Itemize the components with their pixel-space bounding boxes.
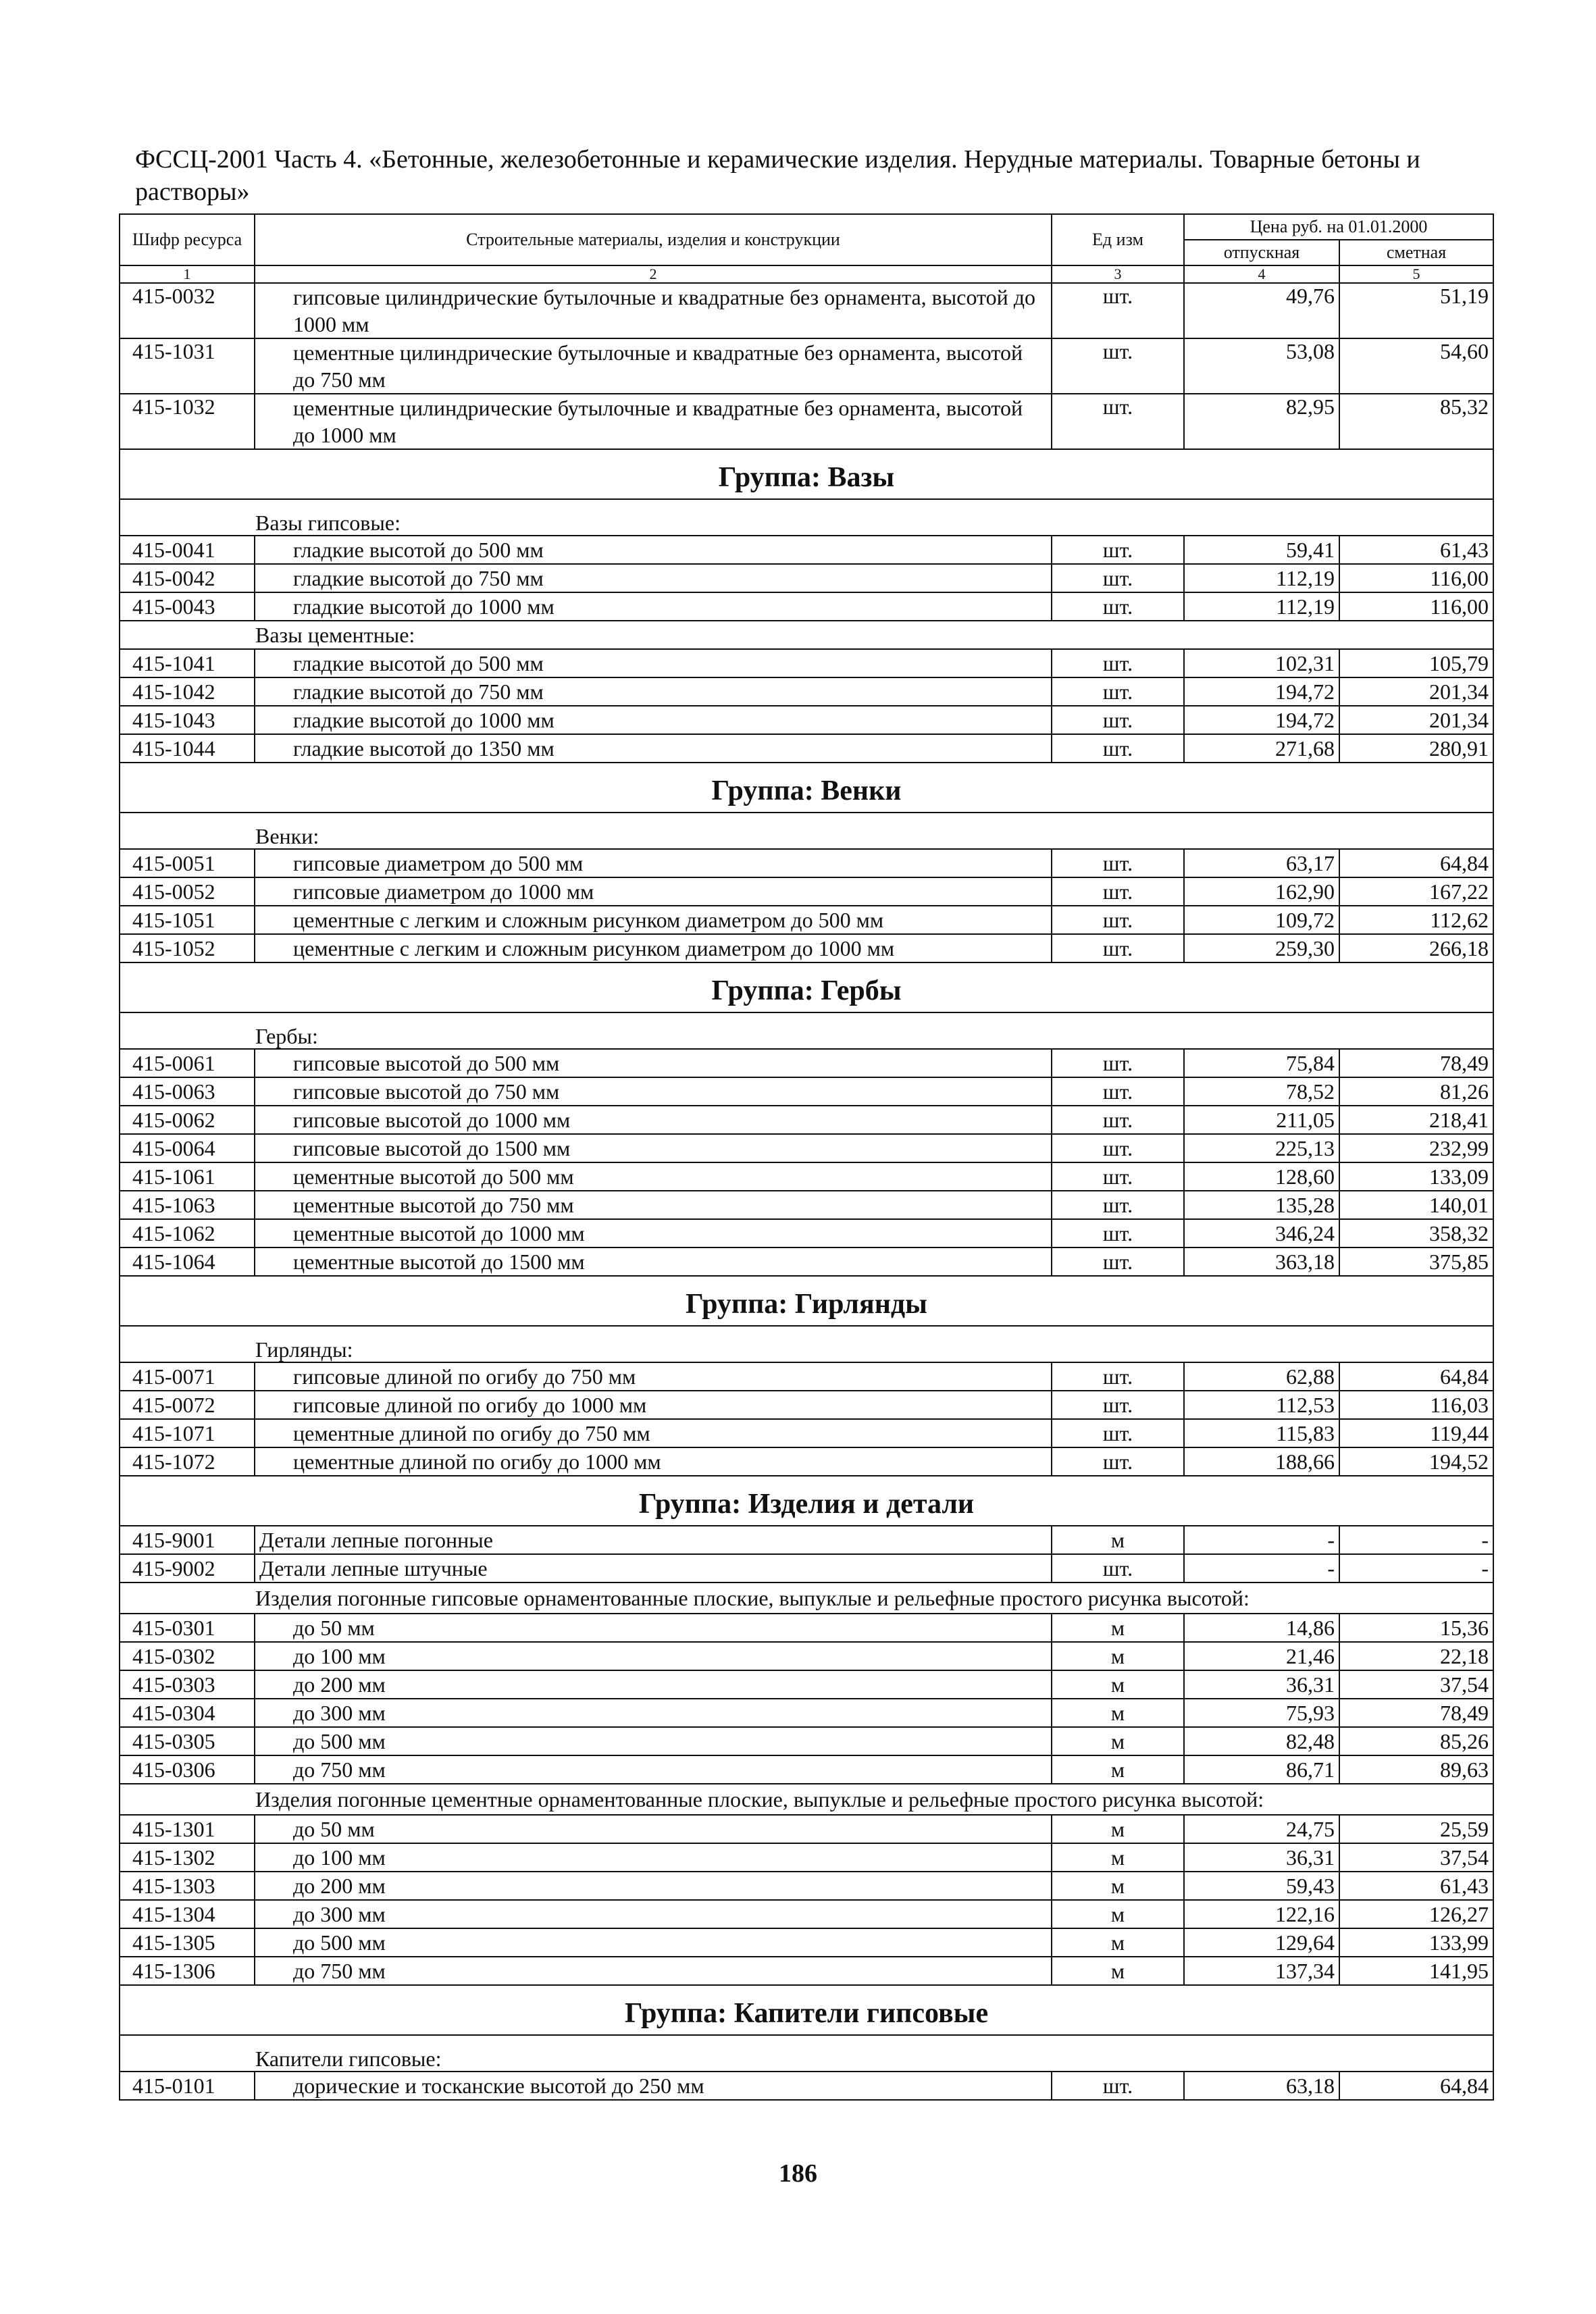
release-price: 78,52	[1184, 1077, 1339, 1106]
estimate-price: 51,19	[1339, 283, 1493, 338]
material-name: гипсовые высотой до 750 мм	[255, 1077, 1052, 1106]
subgroup-label: Вазы цементные:	[120, 621, 1493, 649]
subgroup-label: Изделия погонные гипсовые орнаментованные плоские, выпуклые и рельефные простого рисунка высотой:	[120, 1583, 1493, 1614]
table-row	[120, 649, 1493, 677]
unit-of-measure: шт.	[1052, 934, 1184, 962]
estimate-price: 105,79	[1339, 649, 1493, 677]
table-row	[120, 734, 1493, 763]
table-row	[120, 536, 1493, 564]
resource-code: 415-1064	[120, 1248, 255, 1276]
table-row	[120, 1670, 1493, 1699]
unit-of-measure: шт.	[1052, 536, 1184, 564]
unit-of-measure: шт.	[1052, 2072, 1184, 2100]
subgroup-row	[120, 1012, 1493, 1049]
table-row	[120, 338, 1493, 394]
price-table-wrapper	[119, 213, 1493, 2101]
table-row	[120, 706, 1493, 734]
table-row	[120, 1900, 1493, 1928]
material-name: цементные цилиндрические бутылочные и квадратные без орнамента, высотой до 1000 мм	[255, 394, 1052, 449]
resource-code: 415-0061	[120, 1049, 255, 1077]
release-price: 62,88	[1184, 1362, 1339, 1391]
group-heading-row	[120, 1985, 1493, 2035]
column-header-release-price: отпускная	[1184, 240, 1339, 265]
release-price: 122,16	[1184, 1900, 1339, 1928]
subgroup-row	[120, 621, 1493, 649]
unit-of-measure: м	[1052, 1699, 1184, 1727]
resource-code: 415-1071	[120, 1419, 255, 1447]
resource-code: 415-1301	[120, 1815, 255, 1843]
estimate-price: 280,91	[1339, 734, 1493, 763]
resource-code: 415-1303	[120, 1872, 255, 1900]
release-price: 82,48	[1184, 1727, 1339, 1755]
estimate-price: 116,00	[1339, 592, 1493, 621]
subgroup-label: Гирлянды:	[120, 1326, 1493, 1362]
unit-of-measure: м	[1052, 1614, 1184, 1642]
material-name: цементные высотой до 1500 мм	[255, 1248, 1052, 1276]
table-row	[120, 1642, 1493, 1670]
release-price: 112,19	[1184, 564, 1339, 592]
table-row	[120, 1526, 1493, 1554]
page-number: 186	[779, 2159, 817, 2188]
group-heading: Группа: Капители гипсовые	[120, 1985, 1493, 2035]
subgroup-label: Капители гипсовые:	[120, 2035, 1493, 2072]
table-row	[120, 1755, 1493, 1784]
resource-code: 415-9001	[120, 1526, 255, 1554]
table-row	[120, 1957, 1493, 1985]
material-name: цементные длиной по огибу до 750 мм	[255, 1419, 1052, 1447]
material-name: гипсовые длиной по огибу до 1000 мм	[255, 1391, 1052, 1419]
resource-code: 415-1032	[120, 394, 255, 449]
table-row	[120, 1049, 1493, 1077]
subgroup-label: Вазы гипсовые:	[120, 499, 1493, 536]
estimate-price: 78,49	[1339, 1049, 1493, 1077]
resource-code: 415-1043	[120, 706, 255, 734]
subgroup-row	[120, 1583, 1493, 1614]
release-price: 59,43	[1184, 1872, 1339, 1900]
release-price: 363,18	[1184, 1248, 1339, 1276]
page-header: ФССЦ-2001 Часть 4. «Бетонные, железобетонные и керамические изделия. Нерудные материалы. Товарные бетоны и растворы»	[135, 145, 1420, 206]
unit-of-measure: шт.	[1052, 1191, 1184, 1219]
resource-code: 415-0306	[120, 1755, 255, 1784]
table-row	[120, 1843, 1493, 1872]
material-name: цементные высотой до 1000 мм	[255, 1219, 1052, 1248]
release-price: 82,95	[1184, 394, 1339, 449]
unit-of-measure: шт.	[1052, 1391, 1184, 1419]
estimate-price: 78,49	[1339, 1699, 1493, 1727]
material-name: до 750 мм	[255, 1957, 1052, 1985]
release-price: 63,17	[1184, 849, 1339, 877]
resource-code: 415-0052	[120, 877, 255, 906]
release-price: 109,72	[1184, 906, 1339, 934]
group-heading-row	[120, 449, 1493, 499]
estimate-price: -	[1339, 1526, 1493, 1554]
estimate-price: 218,41	[1339, 1106, 1493, 1134]
material-name: гипсовые диаметром до 1000 мм	[255, 877, 1052, 906]
release-price: 102,31	[1184, 649, 1339, 677]
release-price: 129,64	[1184, 1928, 1339, 1957]
unit-of-measure: шт.	[1052, 1077, 1184, 1106]
unit-of-measure: шт.	[1052, 1248, 1184, 1276]
unit-of-measure: шт.	[1052, 734, 1184, 763]
release-price: 259,30	[1184, 934, 1339, 962]
material-name: цементные цилиндрические бутылочные и квадратные без орнамента, высотой до 750 мм	[255, 338, 1052, 394]
resource-code: 415-0062	[120, 1106, 255, 1134]
material-name: цементные длиной по огибу до 1000 мм	[255, 1447, 1052, 1476]
release-price: 112,19	[1184, 592, 1339, 621]
estimate-price: 201,34	[1339, 677, 1493, 706]
resource-code: 415-0043	[120, 592, 255, 621]
estimate-price: 64,84	[1339, 1362, 1493, 1391]
unit-of-measure: м	[1052, 1642, 1184, 1670]
table-row	[120, 1872, 1493, 1900]
material-name: до 50 мм	[255, 1815, 1052, 1843]
group-heading: Группа: Изделия и детали	[120, 1476, 1493, 1526]
estimate-price: 116,03	[1339, 1391, 1493, 1419]
resource-code: 415-0101	[120, 2072, 255, 2100]
estimate-price: 141,95	[1339, 1957, 1493, 1985]
column-header-estimate-price: сметная	[1339, 240, 1493, 265]
material-name: до 200 мм	[255, 1670, 1052, 1699]
release-price: 59,41	[1184, 536, 1339, 564]
unit-of-measure: шт.	[1052, 564, 1184, 592]
release-price: -	[1184, 1554, 1339, 1583]
material-name: цементные с легким и сложным рисунком диаметром до 500 мм	[255, 906, 1052, 934]
unit-of-measure: м	[1052, 1957, 1184, 1985]
table-row	[120, 1134, 1493, 1162]
resource-code: 415-0041	[120, 536, 255, 564]
material-name: цементные с легким и сложным рисунком диаметром до 1000 мм	[255, 934, 1052, 962]
estimate-price: 358,32	[1339, 1219, 1493, 1248]
resource-code: 415-1042	[120, 677, 255, 706]
unit-of-measure: шт.	[1052, 1134, 1184, 1162]
table-row	[120, 394, 1493, 449]
table-row	[120, 849, 1493, 877]
estimate-price: 85,26	[1339, 1727, 1493, 1755]
resource-code: 415-0304	[120, 1699, 255, 1727]
resource-code: 415-0072	[120, 1391, 255, 1419]
material-name: гладкие высотой до 1000 мм	[255, 706, 1052, 734]
table-row	[120, 934, 1493, 962]
material-name: до 750 мм	[255, 1755, 1052, 1784]
unit-of-measure: м	[1052, 1843, 1184, 1872]
estimate-price: 15,36	[1339, 1614, 1493, 1642]
resource-code: 415-0305	[120, 1727, 255, 1755]
resource-code: 415-0063	[120, 1077, 255, 1106]
price-table	[119, 213, 1494, 2101]
estimate-price: 81,26	[1339, 1077, 1493, 1106]
release-price: 225,13	[1184, 1134, 1339, 1162]
table-row	[120, 877, 1493, 906]
estimate-price: 375,85	[1339, 1248, 1493, 1276]
release-price: 49,76	[1184, 283, 1339, 338]
estimate-price: 167,22	[1339, 877, 1493, 906]
estimate-price: 116,00	[1339, 564, 1493, 592]
column-number-3: 3	[1052, 265, 1184, 283]
release-price: 211,05	[1184, 1106, 1339, 1134]
material-name: гладкие высотой до 750 мм	[255, 564, 1052, 592]
release-price: 115,83	[1184, 1419, 1339, 1447]
table-row	[120, 1727, 1493, 1755]
subgroup-label: Венки:	[120, 813, 1493, 849]
resource-code: 415-1072	[120, 1447, 255, 1476]
estimate-price: 37,54	[1339, 1843, 1493, 1872]
release-price: 194,72	[1184, 677, 1339, 706]
subgroup-row	[120, 499, 1493, 536]
release-price: 137,34	[1184, 1957, 1339, 1985]
material-name: гладкие высотой до 750 мм	[255, 677, 1052, 706]
subgroup-row	[120, 813, 1493, 849]
release-price: 36,31	[1184, 1843, 1339, 1872]
estimate-price: 232,99	[1339, 1134, 1493, 1162]
release-price: 36,31	[1184, 1670, 1339, 1699]
group-heading: Группа: Венки	[120, 763, 1493, 813]
table-row	[120, 1554, 1493, 1583]
release-price: 162,90	[1184, 877, 1339, 906]
unit-of-measure: м	[1052, 1900, 1184, 1928]
unit-of-measure: м	[1052, 1526, 1184, 1554]
release-price: 24,75	[1184, 1815, 1339, 1843]
group-heading: Группа: Гербы	[120, 962, 1493, 1012]
material-name: до 100 мм	[255, 1843, 1052, 1872]
unit-of-measure: шт.	[1052, 649, 1184, 677]
table-row	[120, 1614, 1493, 1642]
resource-code: 415-1306	[120, 1957, 255, 1985]
resource-code: 415-1305	[120, 1928, 255, 1957]
resource-code: 415-1063	[120, 1191, 255, 1219]
unit-of-measure: шт.	[1052, 849, 1184, 877]
release-price: 112,53	[1184, 1391, 1339, 1419]
estimate-price: 61,43	[1339, 1872, 1493, 1900]
estimate-price: 201,34	[1339, 706, 1493, 734]
release-price: 135,28	[1184, 1191, 1339, 1219]
table-row	[120, 1219, 1493, 1248]
resource-code: 415-0303	[120, 1670, 255, 1699]
release-price: 194,72	[1184, 706, 1339, 734]
material-name: до 300 мм	[255, 1900, 1052, 1928]
unit-of-measure: шт.	[1052, 1219, 1184, 1248]
resource-code: 415-1062	[120, 1219, 255, 1248]
resource-code: 415-9002	[120, 1554, 255, 1583]
estimate-price: 126,27	[1339, 1900, 1493, 1928]
material-name: гипсовые цилиндрические бутылочные и квадратные без орнамента, высотой до 1000 мм	[255, 283, 1052, 338]
resource-code: 415-0051	[120, 849, 255, 877]
material-name: цементные высотой до 500 мм	[255, 1162, 1052, 1191]
column-number-4: 4	[1184, 265, 1339, 283]
material-name: Детали лепные погонные	[255, 1526, 1052, 1554]
unit-of-measure: шт.	[1052, 394, 1184, 449]
resource-code: 415-1304	[120, 1900, 255, 1928]
unit-of-measure: шт.	[1052, 1162, 1184, 1191]
unit-of-measure: шт.	[1052, 1049, 1184, 1077]
table-row	[120, 1191, 1493, 1219]
unit-of-measure: шт.	[1052, 706, 1184, 734]
table-row	[120, 1928, 1493, 1957]
resource-code: 415-0032	[120, 283, 255, 338]
unit-of-measure: м	[1052, 1727, 1184, 1755]
material-name: гладкие высотой до 500 мм	[255, 536, 1052, 564]
unit-of-measure: м	[1052, 1815, 1184, 1843]
group-heading-row	[120, 763, 1493, 813]
table-row	[120, 1248, 1493, 1276]
material-name: до 200 мм	[255, 1872, 1052, 1900]
table-row	[120, 1162, 1493, 1191]
subgroup-row	[120, 1784, 1493, 1815]
column-number-1: 1	[120, 265, 255, 283]
group-heading: Группа: Вазы	[120, 449, 1493, 499]
table-row	[120, 2072, 1493, 2100]
group-heading-row	[120, 1476, 1493, 1526]
resource-code: 415-0042	[120, 564, 255, 592]
material-name: до 100 мм	[255, 1642, 1052, 1670]
estimate-price: 85,32	[1339, 394, 1493, 449]
release-price: 75,84	[1184, 1049, 1339, 1077]
material-name: цементные высотой до 750 мм	[255, 1191, 1052, 1219]
table-row	[120, 564, 1493, 592]
table-row	[120, 677, 1493, 706]
estimate-price: 140,01	[1339, 1191, 1493, 1219]
table-row	[120, 906, 1493, 934]
unit-of-measure: шт.	[1052, 1106, 1184, 1134]
table-row	[120, 1447, 1493, 1476]
release-price: 86,71	[1184, 1755, 1339, 1784]
table-row	[120, 1391, 1493, 1419]
column-header-price: Цена руб. на 01.01.2000	[1184, 214, 1493, 240]
table-row	[120, 283, 1493, 338]
resource-code: 415-1052	[120, 934, 255, 962]
unit-of-measure: шт.	[1052, 283, 1184, 338]
estimate-price: 194,52	[1339, 1447, 1493, 1476]
column-header-name: Строительные материалы, изделия и конструкции	[255, 214, 1052, 265]
material-name: до 500 мм	[255, 1727, 1052, 1755]
material-name: гладкие высотой до 1000 мм	[255, 592, 1052, 621]
material-name: гипсовые высотой до 500 мм	[255, 1049, 1052, 1077]
release-price: 53,08	[1184, 338, 1339, 394]
estimate-price: 133,99	[1339, 1928, 1493, 1957]
release-price: 346,24	[1184, 1219, 1339, 1248]
estimate-price: 22,18	[1339, 1642, 1493, 1670]
material-name: Детали лепные штучные	[255, 1554, 1052, 1583]
unit-of-measure: шт.	[1052, 1447, 1184, 1476]
unit-of-measure: м	[1052, 1928, 1184, 1957]
column-number-5: 5	[1339, 265, 1493, 283]
subgroup-label: Изделия погонные цементные орнаментованные плоские, выпуклые и рельефные простого рисунка высотой:	[120, 1784, 1493, 1815]
material-name: до 500 мм	[255, 1928, 1052, 1957]
estimate-price: 61,43	[1339, 536, 1493, 564]
group-heading: Группа: Гирлянды	[120, 1276, 1493, 1326]
resource-code: 415-1044	[120, 734, 255, 763]
unit-of-measure: шт.	[1052, 1362, 1184, 1391]
column-number-2: 2	[255, 265, 1052, 283]
estimate-price: 25,59	[1339, 1815, 1493, 1843]
resource-code: 415-0301	[120, 1614, 255, 1642]
material-name: гипсовые длиной по огибу до 750 мм	[255, 1362, 1052, 1391]
estimate-price: -	[1339, 1554, 1493, 1583]
subgroup-label: Гербы:	[120, 1012, 1493, 1049]
material-name: гладкие высотой до 1350 мм	[255, 734, 1052, 763]
unit-of-measure: шт.	[1052, 1419, 1184, 1447]
table-row	[120, 1362, 1493, 1391]
table-row	[120, 1419, 1493, 1447]
material-name: до 50 мм	[255, 1614, 1052, 1642]
subgroup-row	[120, 1326, 1493, 1362]
unit-of-measure: м	[1052, 1872, 1184, 1900]
release-price: 21,46	[1184, 1642, 1339, 1670]
resource-code: 415-0071	[120, 1362, 255, 1391]
unit-of-measure: шт.	[1052, 1554, 1184, 1583]
unit-of-measure: шт.	[1052, 338, 1184, 394]
resource-code: 415-0064	[120, 1134, 255, 1162]
resource-code: 415-1302	[120, 1843, 255, 1872]
resource-code: 415-1031	[120, 338, 255, 394]
estimate-price: 266,18	[1339, 934, 1493, 962]
estimate-price: 119,44	[1339, 1419, 1493, 1447]
estimate-price: 112,62	[1339, 906, 1493, 934]
resource-code: 415-0302	[120, 1642, 255, 1670]
estimate-price: 64,84	[1339, 849, 1493, 877]
subgroup-row	[120, 2035, 1493, 2072]
unit-of-measure: шт.	[1052, 677, 1184, 706]
release-price: 128,60	[1184, 1162, 1339, 1191]
unit-of-measure: шт.	[1052, 877, 1184, 906]
estimate-price: 89,63	[1339, 1755, 1493, 1784]
resource-code: 415-1051	[120, 906, 255, 934]
material-name: дорические и тосканские высотой до 250 мм	[255, 2072, 1052, 2100]
release-price: 63,18	[1184, 2072, 1339, 2100]
release-price: -	[1184, 1526, 1339, 1554]
table-row	[120, 1106, 1493, 1134]
column-header-unit: Ед изм	[1052, 214, 1184, 265]
group-heading-row	[120, 1276, 1493, 1326]
material-name: гипсовые высотой до 1500 мм	[255, 1134, 1052, 1162]
unit-of-measure: шт.	[1052, 592, 1184, 621]
estimate-price: 133,09	[1339, 1162, 1493, 1191]
release-price: 14,86	[1184, 1614, 1339, 1642]
table-row	[120, 1815, 1493, 1843]
estimate-price: 54,60	[1339, 338, 1493, 394]
estimate-price: 64,84	[1339, 2072, 1493, 2100]
resource-code: 415-1041	[120, 649, 255, 677]
unit-of-measure: шт.	[1052, 906, 1184, 934]
release-price: 75,93	[1184, 1699, 1339, 1727]
column-header-code: Шифр ресурса	[120, 214, 255, 265]
group-heading-row	[120, 962, 1493, 1012]
estimate-price: 37,54	[1339, 1670, 1493, 1699]
material-name: гладкие высотой до 500 мм	[255, 649, 1052, 677]
material-name: до 300 мм	[255, 1699, 1052, 1727]
table-row	[120, 592, 1493, 621]
material-name: гипсовые диаметром до 500 мм	[255, 849, 1052, 877]
resource-code: 415-1061	[120, 1162, 255, 1191]
release-price: 271,68	[1184, 734, 1339, 763]
unit-of-measure: м	[1052, 1670, 1184, 1699]
table-row	[120, 1699, 1493, 1727]
unit-of-measure: м	[1052, 1755, 1184, 1784]
table-body	[120, 283, 1493, 2100]
material-name: гипсовые высотой до 1000 мм	[255, 1106, 1052, 1134]
release-price: 188,66	[1184, 1447, 1339, 1476]
table-row	[120, 1077, 1493, 1106]
